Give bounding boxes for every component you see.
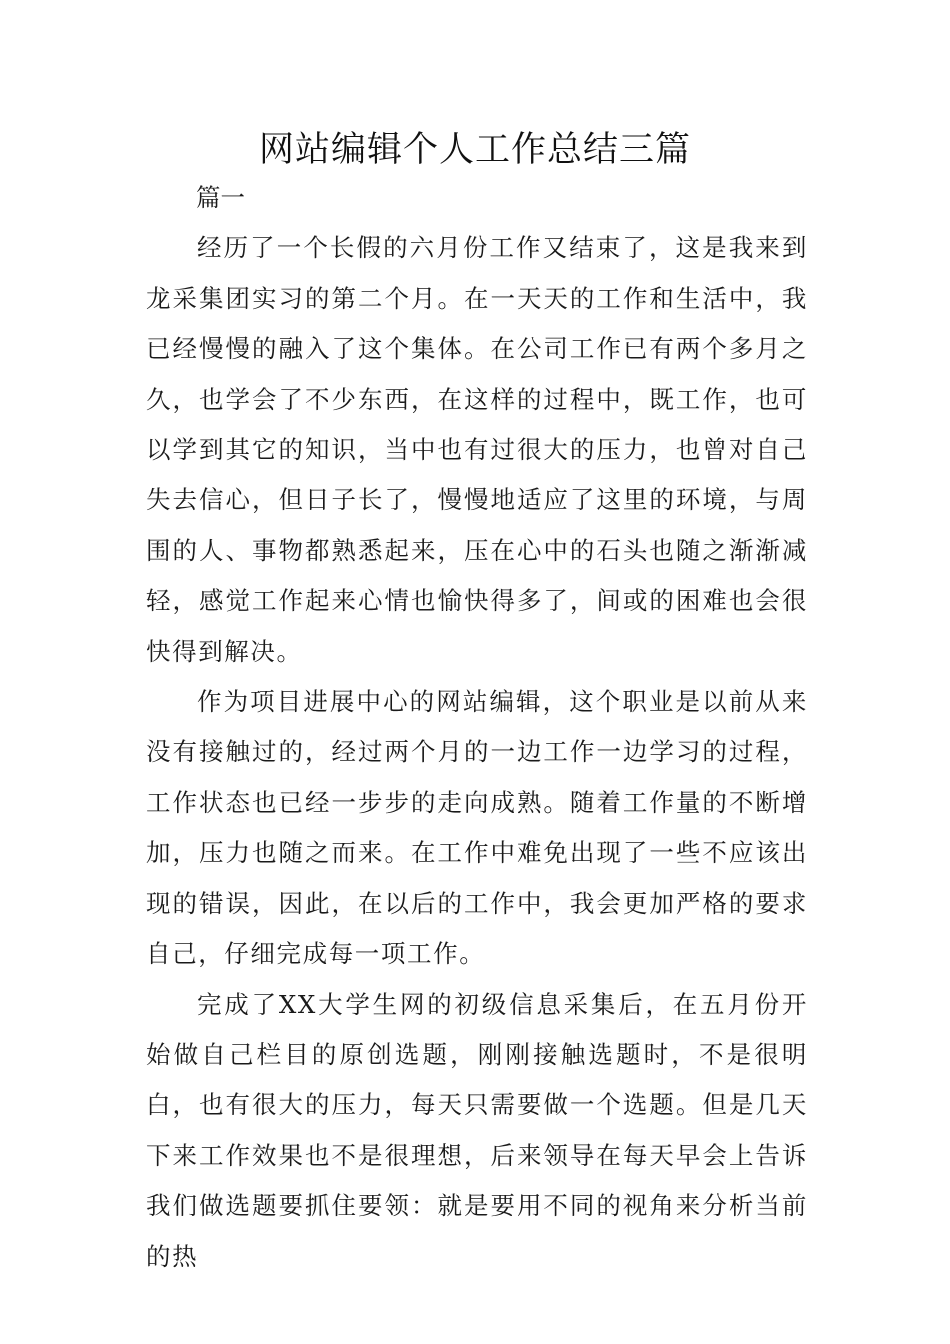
paragraph-2: 作为项目进展中心的网站编辑，这个职业是以前从来没有接触过的，经过两个月的一边工作一边学习的过程，工作状态也已经一步步的走向成熟。随着工作量的不断增加，压力也随之而来。在工作中难免出现了一些不应该出现的错误，因此，在以后的工作中，我会更加严格的要求自己，仔细完成每一项工作。 (146, 687, 808, 969)
document-body (146, 173, 808, 1282)
paragraph-3: 完成了XX大学生网的初级信息采集后，在五月份开始做自己栏目的原创选题，刚刚接触选题时，不是很明白，也有很大的压力，每天只需要做一个选题。但是几天下来工作效果也不是很理想，后来领导在每天早会上告诉我们做选题要抓住要领：就是要用不同的视角来分析当前的热 (146, 989, 808, 1271)
paragraph-1: 经历了一个长假的六月份工作又结束了，这是我来到龙采集团实习的第二个月。在一天天的工作和生活中，我已经慢慢的融入了这个集体。在公司工作已有两个多月之久，也学会了不少东西，在这样的过程中，既工作，也可以学到其它的知识，当中也有过很大的压力，也曾对自己失去信心，但日子长了，慢慢地适应了这里的环境，与周围的人、事物都熟悉起来，压在心中的石头也随之渐渐减轻，感觉工作起来心情也愉快得多了，间或的困难也会很快得到解决。 (146, 233, 808, 666)
section-label: 篇一 (196, 183, 245, 212)
document-title: 网站编辑个人工作总结三篇 (258, 130, 691, 170)
